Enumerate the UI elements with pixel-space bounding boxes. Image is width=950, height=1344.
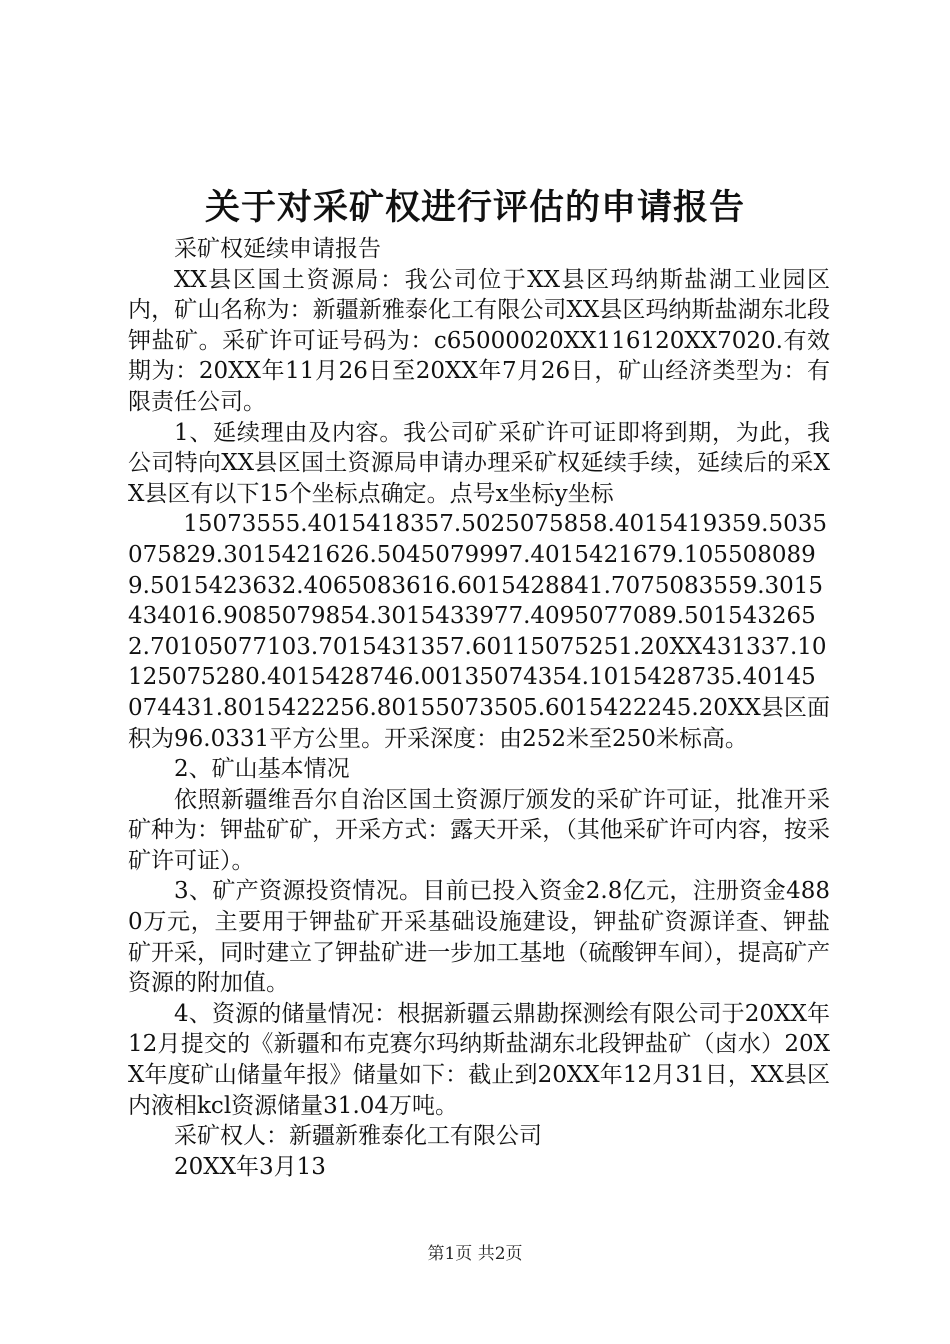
paragraph-heading: 采矿权延续申请报告 (174, 236, 381, 262)
document-title: 关于对采矿权进行评估的申请报告 (204, 187, 745, 228)
paragraph-section-3: 3、矿产资源投资情况。目前已投入资金2.8亿元，注册资金4880万元，主要用于钾盐矿开采基础设施建设，钾盐矿资源详查、钾盐矿开采，同时建立了钾盐矿进一步加工基地（硫酸钾车间），提高矿产资源的附加值。 (128, 878, 830, 997)
document-body (128, 234, 830, 1182)
paragraph-section-2-heading: 2、矿山基本情况 (174, 756, 350, 783)
paragraph-intro: XX县区国土资源局：我公司位于XX县区玛纳斯盐湖工业园区内，矿山名称为：新疆新雅泰化工有限公司XX县区玛纳斯盐湖东北段钾盐矿。采矿许可证号码为：c65000020XX116120XX7020.有效期为：20XX年11月26日至20XX年7月26日，矿山经济类型为：有限责任公司。 (128, 266, 830, 415)
page-footer: 第1页 共2页 (427, 1244, 523, 1264)
paragraph-renewal-reason: 1、延续理由及内容。我公司矿采矿许可证即将到期，为此，我公司特向XX县区国土资源局申请办理采矿权延续手续，延续后的采XX县区有以下15个坐标点确定。点号x坐标y坐标 (128, 419, 830, 507)
paragraph-section-4: 4、资源的储量情况：根据新疆云鼎勘探测绘有限公司于20XX年12月提交的《新疆和布克赛尔玛纳斯盐湖东北段钾盐矿（卤水）20XX年度矿山储量年报》储量如下：截止到20XX年12月31日，XX县区内液相kcl资源储量31.04万吨。 (128, 1000, 830, 1119)
paragraph-section-2-body: 依照新疆维吾尔自治区国土资源厅颁发的采矿许可证，批准开采矿种为：钾盐矿矿，开采方式：露天开采，（其他采矿许可内容，按采矿许可证）。 (128, 786, 830, 874)
paragraph-signatory: 采矿权人：新疆新雅泰化工有限公司 (174, 1123, 542, 1150)
paragraph-date: 20XX年3月13 (174, 1153, 326, 1180)
paragraph-coordinates: 15073555.4015418357.5025075858.4015419359.5035075829.3015421626.5045079997.4015421679.1055080899.5015423632.4065083616.6015428841.7075083559.3015434016.9085079854.3015433977.4095077089.5015432652.70105077103.7015431357.60115075251.20XX431337.10125075280.4015428746.00135074354.1015428735.40145074431.8015422256.80155073505.6015422245.20XX县区面积为96.0331平方公里。开采深度：由252米至250米标高。 (128, 511, 830, 752)
